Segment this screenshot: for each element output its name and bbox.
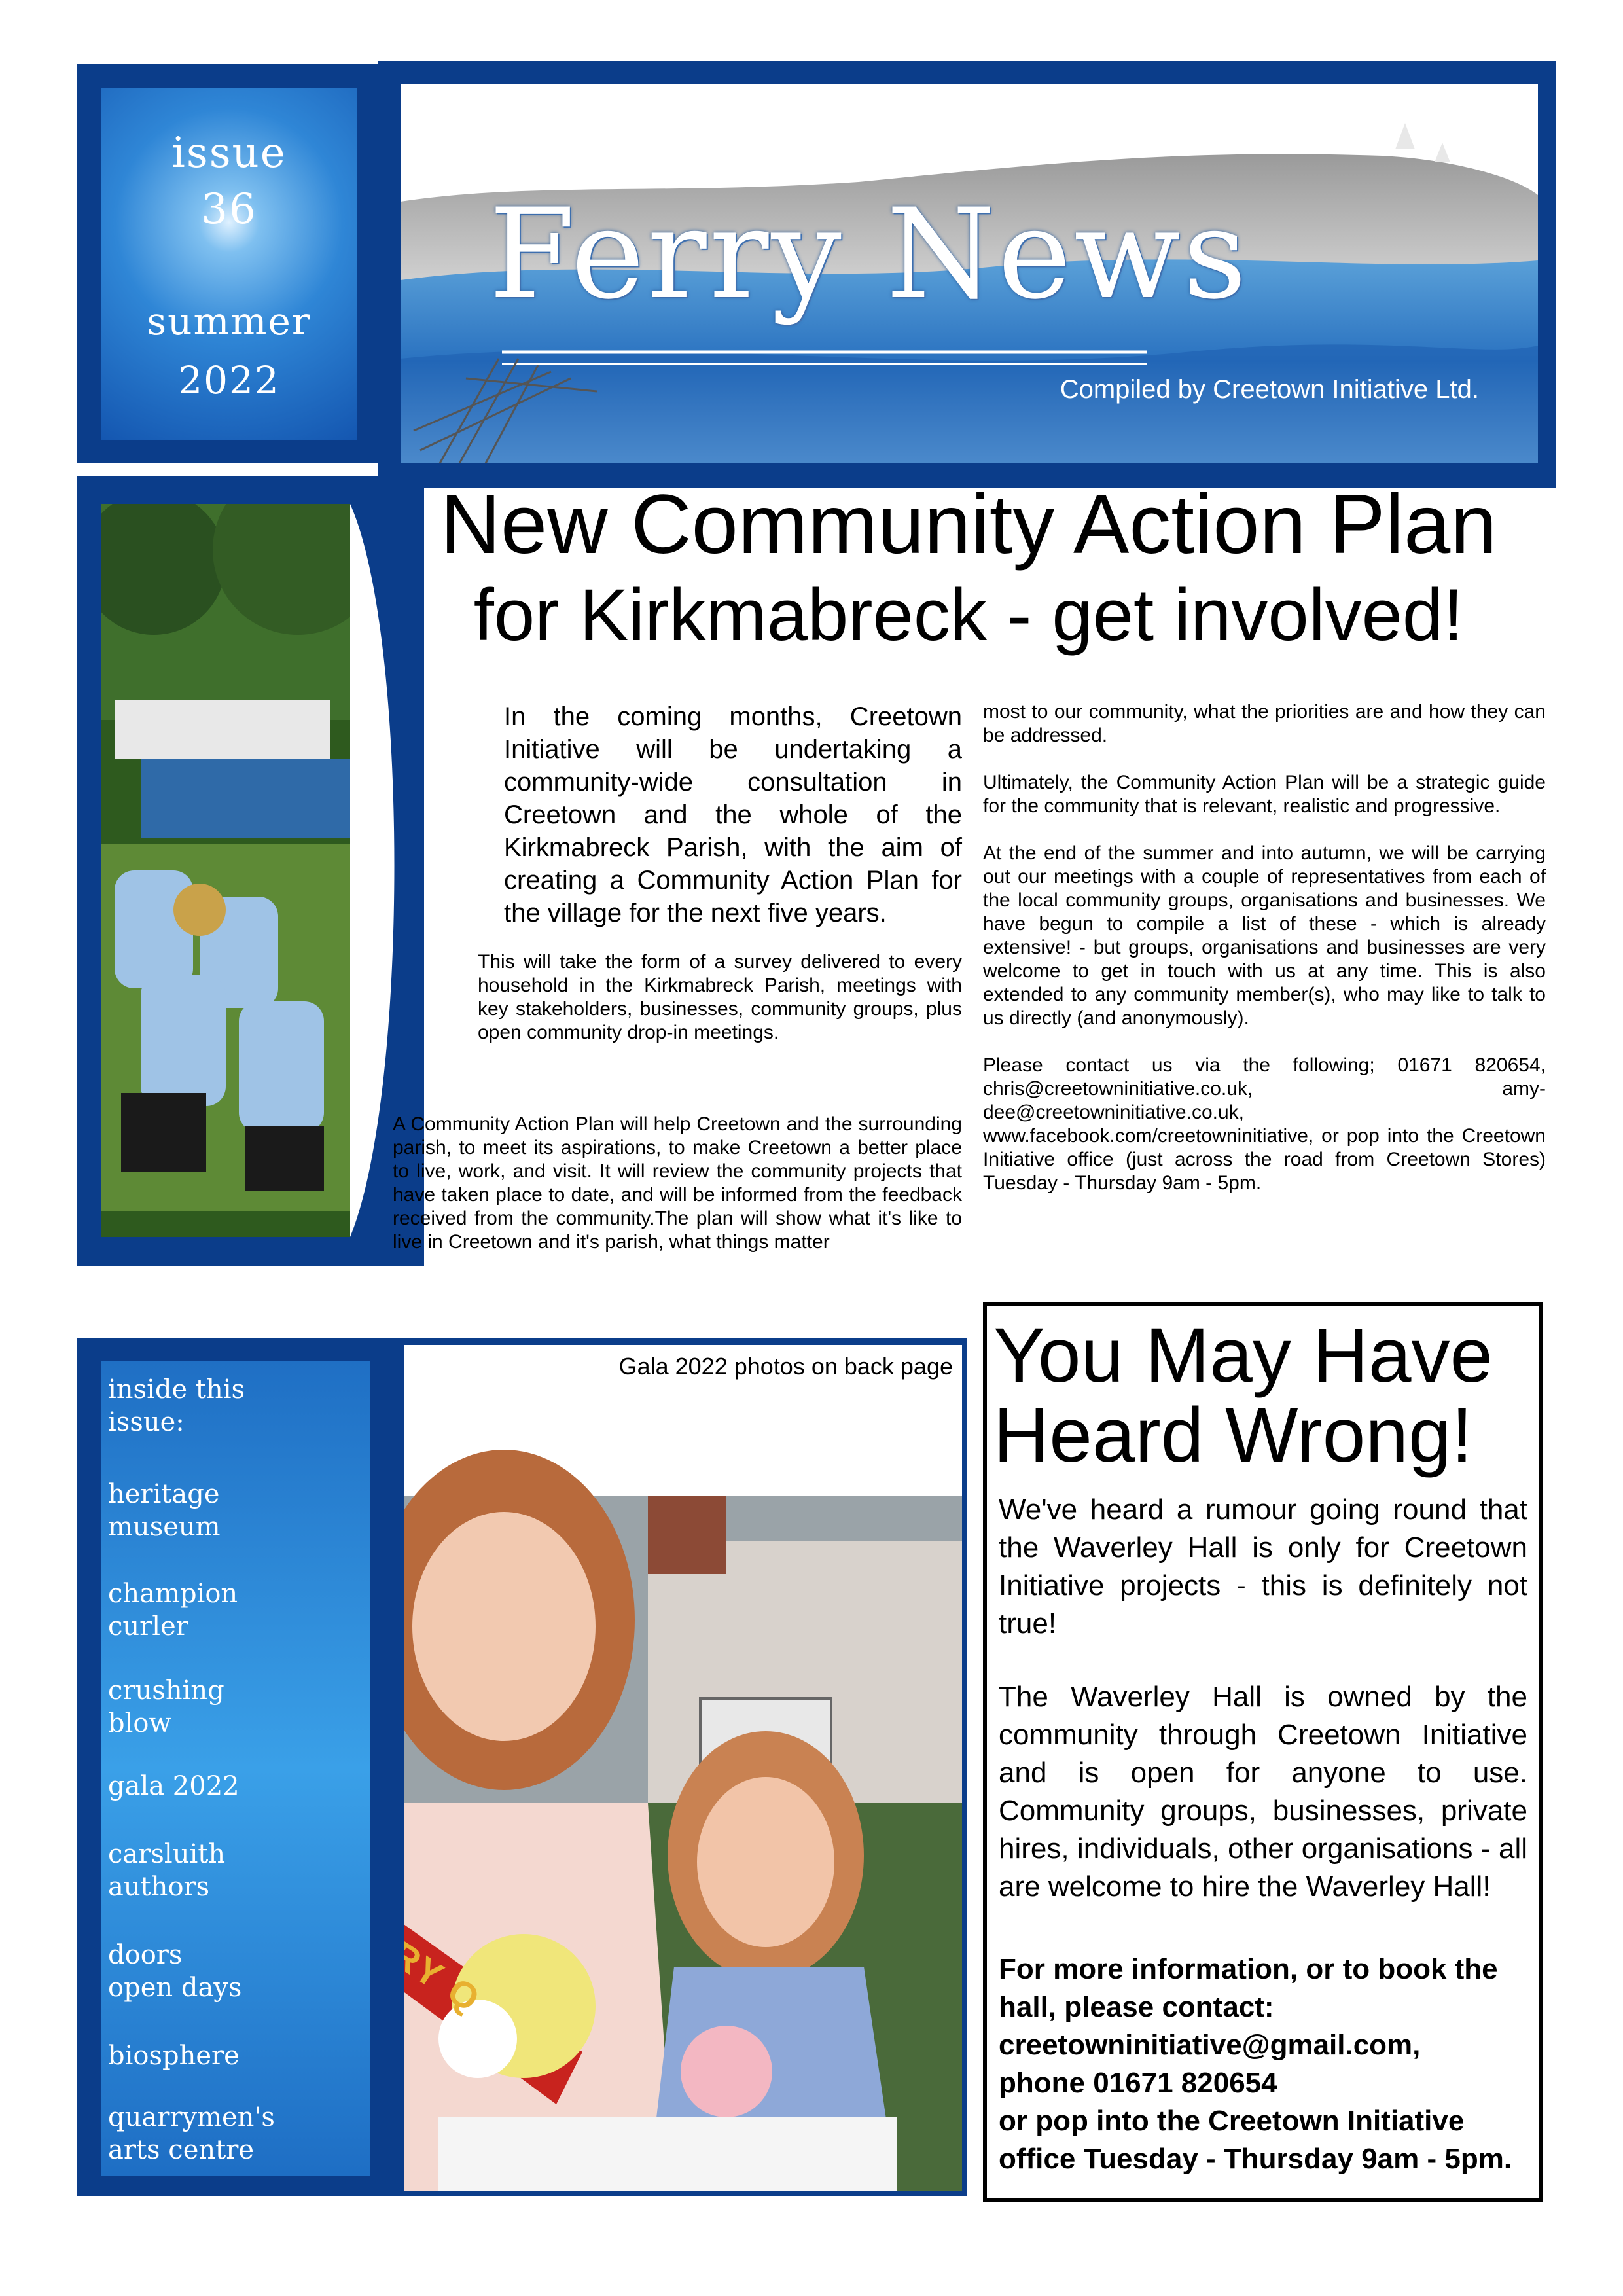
notice-title-line: Heard Wrong! (993, 1392, 1473, 1479)
article-paragraph: most to our community, what the priorities are and how they can be addressed. (983, 701, 1546, 746)
contents-item-authors[interactable] (108, 1838, 225, 1903)
contents-item-curler[interactable] (108, 1577, 238, 1643)
article-paragraph: At the end of the summer and into autumn, we will be carrying out our meetings with a couple of representatives from each of the local community groups, organisations and businesses. We have begun to compile a list of these - which is already extensive! - but groups, organisations and businesses are very welcome to get in touch with us at any time. This is also extended to any community member(s), who may like to talk to us directly (and anonymously). (983, 842, 1546, 1029)
notice-email-link[interactable]: creetowninitiative@gmail.com, (999, 2029, 1421, 2061)
masthead-subtitle: Compiled by Creetown Initiative Ltd. (1060, 375, 1479, 404)
issue-number: 36 (201, 185, 257, 234)
contents-item-line: biosphere (108, 2041, 240, 2071)
contents-item-line: open days (108, 1973, 242, 2003)
contents-item-line: carsluith (108, 1839, 226, 1869)
notice-title-line: You May Have (993, 1312, 1493, 1399)
article-column-2 (983, 700, 1546, 1219)
contents-item-line: arts centre (108, 2135, 254, 2165)
article-contact-paragraph: Please contact us via the following; 01671 820654, chris@creetowninitiative.co.uk, amy-dee@creetowninitiative.co.uk, www.facebook.com/creetowninitiative, or pop into the Creetown Initiative office (just across the road from Creetown Stores) Tuesday - Thursday 9am - 5pm. (983, 1054, 1546, 1194)
gala-queen-photo (308, 1345, 962, 2191)
notice-contact-line: For more information, or to book the hall, please contact: (999, 1953, 1498, 2023)
contents-item-line: quarrymen's (108, 2102, 275, 2132)
headline-line2: for Kirkmabreck - get involved! (473, 574, 1464, 656)
contents-item-line: champion (108, 1579, 238, 1609)
contents-item-line: museum (108, 1512, 221, 1542)
notice-paragraph: We've heard a rumour going round that the Waverley Hall is only for Creetown Initiative projects - this is definitely not true! (999, 1494, 1527, 1640)
contents-item-line: doors (108, 1940, 183, 1970)
gala-caption: Gala 2022 photos on back page (618, 1353, 953, 1380)
article-paragraph: Ultimately, the Community Action Plan will be a strategic guide for the community that is relevant, realistic and progressive. (983, 772, 1546, 817)
contents-item-line: gala 2022 (108, 1771, 240, 1801)
contents-item-line: curler (108, 1611, 188, 1641)
notice-title (993, 1312, 1537, 1479)
issue-label: issue (171, 129, 287, 177)
article-paragraph: This will take the form of a survey delivered to every household in the Kirkmabreck Parish, meetings with key stakeholders, businesses, community groups, plus open community drop-in meetings. (478, 951, 962, 1043)
contents-heading: issue: (108, 1407, 185, 1437)
contents-item-line: crushing (108, 1676, 224, 1706)
masthead (401, 84, 1538, 463)
brass-band-photo (101, 504, 396, 1237)
contents-item-line: blow (108, 1708, 171, 1738)
contents-item-arts-centre[interactable] (108, 2101, 275, 2166)
issue-season: summer (147, 299, 312, 344)
masthead-title: Ferry News (489, 182, 1250, 327)
sash-text: Q (440, 1969, 490, 2021)
issue-year: 2022 (178, 358, 280, 403)
gala-photo (308, 1345, 962, 2191)
notice-box (983, 1302, 1543, 2202)
contents-item-heritage[interactable] (108, 1478, 221, 1543)
article-paragraph: A Community Action Plan will help Creetown and the surrounding parish, to meet its aspirations, to make Creetown a better place to live, work, and visit. It will review the community projects that have taken place to date, and will be informed from the feedback received from the community.The plan will show what it's like to live in Creetown and it's parish, what things matter (393, 1113, 962, 1253)
contents-item-doors-open-days[interactable] (108, 1939, 241, 2004)
contents-box (101, 1361, 370, 2176)
issue-box (101, 88, 357, 440)
contents-item-biosphere[interactable] (108, 2039, 240, 2072)
notice-contact (999, 1950, 1527, 2178)
contents-item-line: authors (108, 1872, 210, 1902)
article-lead: In the coming months, Creetown Initiative will be undertaking a community-wide consultation in Creetown and the whole of the Kirkmabreck Parish, with the aim of creating a Community Action Plan for the village for the next five years. (504, 702, 962, 927)
notice-phone: phone 01671 820654 (999, 2067, 1277, 2099)
notice-contact-line: or pop into the Creetown Initiative office Tuesday - Thursday 9am - 5pm. (999, 2105, 1512, 2175)
contents-item-crushing-blow[interactable] (108, 1674, 224, 1740)
contents-item-line: heritage (108, 1479, 220, 1509)
contents-item-gala[interactable] (108, 1770, 240, 1803)
contents-heading: inside this (108, 1374, 245, 1405)
headline-line1: New Community Action Plan (440, 478, 1497, 571)
notice-paragraph: The Waverley Hall is owned by the community through Creetown Initiative and is open for anyone to use. Community groups, businesses, private hires, individuals, other organisations - all are welcome to hire the Waverley Hall! (999, 1681, 1527, 1903)
